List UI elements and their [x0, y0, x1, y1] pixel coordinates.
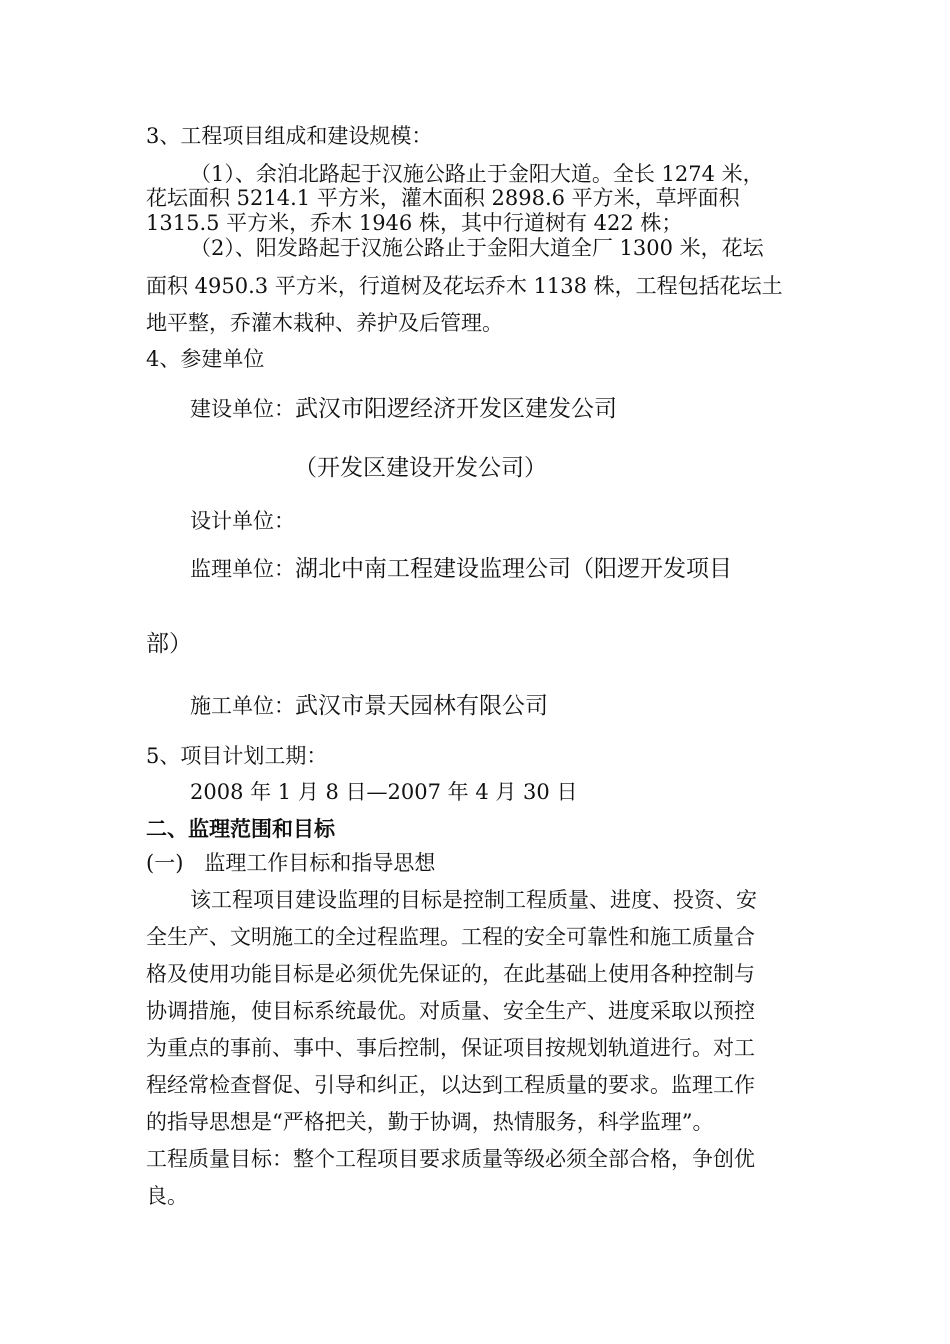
- designer-label: 设计单位：: [190, 509, 295, 533]
- supervisor-label: 监理单位：: [190, 557, 295, 581]
- quality-line1: 工程质量目标：整个工程项目要求质量等级必须全部合格，争创优: [146, 1147, 755, 1171]
- para-line2: 全生产、文明施工的全过程监理。工程的安全可靠性和施工质量合: [146, 925, 755, 949]
- part2-sub1: (一) 监理工作目标和指导思想: [146, 851, 436, 875]
- item1-line2: 花坛面积 5214.1 平方米，灌木面积 2898.6 平方米，草坪面积: [146, 186, 740, 210]
- item1-line3: 1315.5 平方米，乔木 1946 株，其中行道树有 422 株；: [146, 211, 683, 235]
- para-line3: 格及使用功能目标是必须优先保证的，在此基础上使用各种控制与: [146, 962, 755, 986]
- item1-line1: （1）、余泊北路起于汉施公路止于金阳大道。全长 1274 米，: [190, 162, 764, 186]
- item2-line1: （2）、阳发路起于汉施公路止于金阳大道全厂 1300 米，花坛: [190, 236, 764, 260]
- section5-heading: 5、项目计划工期：: [146, 744, 328, 768]
- item2-line3: 地平整，乔灌木栽种、养护及后管理。: [146, 311, 503, 335]
- contractor-row: [190, 692, 548, 720]
- builder-label: 建设单位：: [190, 397, 295, 421]
- part2-heading: 二、监理范围和目标: [146, 817, 335, 841]
- para-line5: 为重点的事前、事中、事后控制，保证项目按规划轨道进行。对工: [146, 1036, 755, 1060]
- builder-row: [190, 395, 617, 423]
- supervisor-cont: 部）: [146, 631, 192, 657]
- builder-alias: （开发区建设开发公司）: [294, 455, 547, 481]
- para-line7: 的指导思想是“严格把关，勤于协调，热情服务，科学监理”。: [146, 1110, 714, 1134]
- project-period: 2008 年 1 月 8 日—2007 年 4 月 30 日: [190, 780, 578, 804]
- para-line4: 协调措施，使目标系统最优。对质量、安全生产、进度采取以预控: [146, 999, 755, 1023]
- section3-heading: 3、工程项目组成和建设规模：: [146, 124, 433, 148]
- para-line6: 程经常检查督促、引导和纠正，以达到工程质量的要求。监理工作: [146, 1073, 755, 1097]
- section4-heading: 4、参建单位: [146, 347, 265, 371]
- para-line1: 该工程项目建设监理的目标是控制工程质量、进度、投资、安: [190, 888, 757, 912]
- item2-line2: 面积 4950.3 平方米，行道树及花坛乔木 1138 株，工程包括花坛土: [146, 274, 783, 298]
- quality-line2: 良。: [146, 1184, 188, 1208]
- contractor-value: 武汉市景天园林有限公司: [295, 693, 548, 719]
- contractor-label: 施工单位：: [190, 694, 295, 718]
- supervisor-row: [190, 555, 732, 583]
- builder-value: 武汉市阳逻经济开发区建发公司: [295, 396, 617, 422]
- supervisor-value: 湖北中南工程建设监理公司（阳逻开发项目: [295, 556, 732, 582]
